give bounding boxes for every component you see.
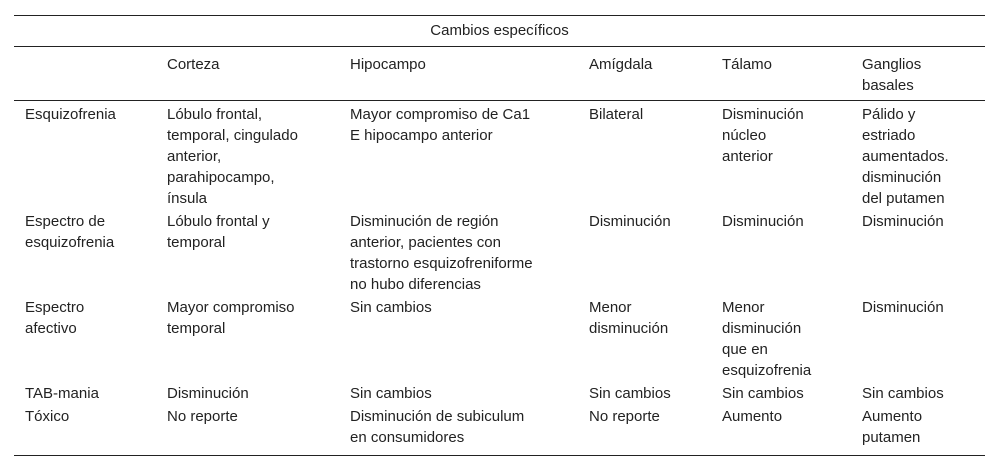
- row-label: Esquizofrenia: [25, 106, 116, 123]
- row-label: TAB-mania: [25, 385, 99, 402]
- table-cell: Lóbulo frontal, temporal, cingulado anterior, parahipocampo, ínsula: [167, 106, 298, 207]
- column-header: Corteza: [167, 56, 220, 73]
- table-cell: Disminución: [167, 385, 249, 402]
- group-title-rule: [14, 46, 985, 47]
- table-cell: Disminución: [722, 213, 804, 230]
- column-header: Tálamo: [722, 56, 773, 73]
- table-cell: Disminución: [862, 299, 944, 316]
- table-cell: No reporte: [589, 408, 660, 425]
- table-cell: Menor disminución que en esquizofrenia: [722, 299, 812, 379]
- column-header: Amígdala: [589, 56, 653, 73]
- table-cell: Disminución núcleo anterior: [722, 106, 804, 165]
- table-cell: Mayor compromiso de Ca1 E hipocampo anterior: [350, 106, 531, 144]
- table-cell: Sin cambios: [589, 385, 671, 402]
- column-header: Ganglios basales: [862, 56, 922, 94]
- table-cell: Disminución de subiculum en consumidores: [350, 408, 525, 446]
- table-cell: Disminución: [589, 213, 671, 230]
- table-top-rule: [14, 15, 985, 16]
- table-cell: Sin cambios: [350, 299, 432, 316]
- row-label: Espectro de esquizofrenia: [25, 213, 115, 251]
- table-cell: Mayor compromiso temporal: [167, 299, 295, 337]
- table-cell: Disminución: [862, 213, 944, 230]
- table-cell: No reporte: [167, 408, 238, 425]
- table-cell: Sin cambios: [862, 385, 944, 402]
- table-cell: Disminución de región anterior, pacientes con trastorno esquizofreniforme no hubo diferencias: [350, 213, 533, 293]
- header-rule: [14, 100, 985, 101]
- row-label: Tóxico: [25, 408, 70, 425]
- column-header: Hipocampo: [350, 56, 426, 73]
- table-cell: Aumento putamen: [862, 408, 923, 446]
- table-bottom-rule: [14, 455, 985, 456]
- table-cell: Menor disminución: [589, 299, 669, 337]
- table-cell: Lóbulo frontal y temporal: [167, 213, 270, 251]
- row-label: Espectro afectivo: [25, 299, 85, 337]
- table-cell: Sin cambios: [722, 385, 804, 402]
- table-group-title: Cambios específicos: [430, 22, 569, 39]
- table-cell: Bilateral: [589, 106, 644, 123]
- table-cell: Sin cambios: [350, 385, 432, 402]
- table-cell: Aumento: [722, 408, 783, 425]
- table-cell: Pálido y estriado aumentados. disminución del putamen: [862, 106, 949, 207]
